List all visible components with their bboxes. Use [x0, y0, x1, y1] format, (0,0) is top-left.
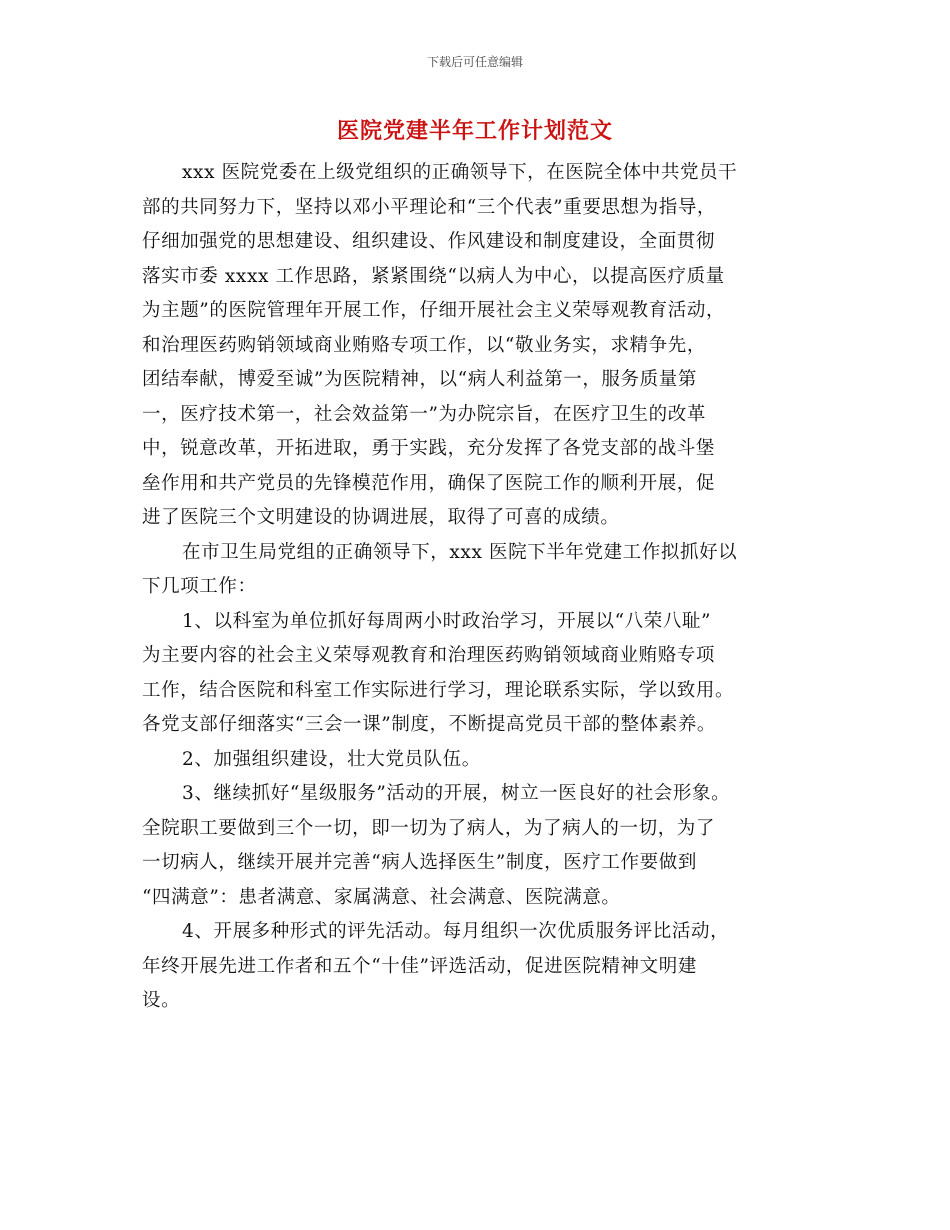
- paragraph-line: 年终开展先进工作者和五个“十佳”评选活动，促进医院精神文明建: [142, 955, 697, 977]
- paragraph-line: xxx 医院党委在上级党组织的正确领导下，在医院全体中共党员干: [182, 162, 738, 183]
- paragraph-line: 4、开展多种形式的评先活动。每月组织一次优质服务评比活动，: [182, 921, 730, 942]
- paragraph-line: 2、加强组织建设，壮大党员队伍。: [182, 748, 481, 770]
- header-note: 下载后可任意编辑: [426, 55, 523, 69]
- paragraph-line: 各党支部仔细落实“三会一课”制度，不断提高党员干部的整体素养。: [142, 714, 717, 735]
- paragraph-line: 部的共同努力下，坚持以邓小平理论和“三个代表”重要思想为指导，: [142, 196, 717, 218]
- paragraph-line: 垒作用和共产党员的先锋模范作用，确保了医院工作的顺利开展，促: [142, 472, 716, 494]
- paragraph-line: 进了医院三个文明建设的协调进展，取得了可喜的成绩。: [142, 507, 620, 528]
- paragraph-line: 一，医疗技术第一，社会效益第一”为办院宗旨，在医疗卫生的改革: [142, 403, 706, 425]
- paragraph-line: 工作，结合医院和科室工作实际进行学习，理论联系实际，学以致用。: [142, 679, 735, 701]
- paragraph-line: 仔细加强党的思想建设、组织建设、作风建设和制度建设，全面贯彻: [142, 231, 716, 252]
- paragraph-line: 在市卫生局党组的正确领导下，xxx 医院下半年党建工作拟抓好以: [182, 541, 738, 563]
- paragraph-line: 团结奉献，博爱至诚”为医院精神，以“病人利益第一，服务质量第: [142, 369, 697, 390]
- paragraph-line: “四满意”：患者满意、家属满意、社会满意、医院满意。: [142, 886, 621, 908]
- paragraph-line: 全院职工要做到三个一切，即一切为了病人，为了病人的一切，为了: [142, 817, 716, 839]
- paragraph-line: 为主题”的医院管理年开展工作，仔细开展社会主义荣辱观教育活动，: [142, 300, 726, 321]
- paragraph-line: 为主要内容的社会主义荣辱观教育和治理医药购销领域商业贿赂专项: [142, 645, 716, 666]
- paragraph-line: 中，锐意改革，开拓进取，勇于实践，充分发挥了各党支部的战斗堡: [142, 438, 716, 459]
- paragraph-line: 落实市委 xxxx 工作思路，紧紧围绕“以病人为中心，以提高医疗质量: [142, 265, 725, 287]
- paragraph-line: 设。: [142, 990, 181, 1011]
- paragraph-line: 一切病人，继续开展并完善“病人选择医生”制度，医疗工作要做到: [142, 852, 697, 873]
- paragraph-line: 和治理医药购销领域商业贿赂专项工作，以“敬业务实，求精争先，: [142, 334, 706, 356]
- document-title: 医院党建半年工作计划范文: [336, 118, 613, 144]
- paragraph-line: 下几项工作：: [142, 576, 257, 597]
- paragraph-line: 1、以科室为单位抓好每周两小时政治学习，开展以“八荣八耻”: [182, 610, 712, 632]
- paragraph-line: 3、继续抓好“星级服务”活动的开展，树立一医良好的社会形象。: [182, 783, 731, 804]
- document-body: [142, 156, 818, 1019]
